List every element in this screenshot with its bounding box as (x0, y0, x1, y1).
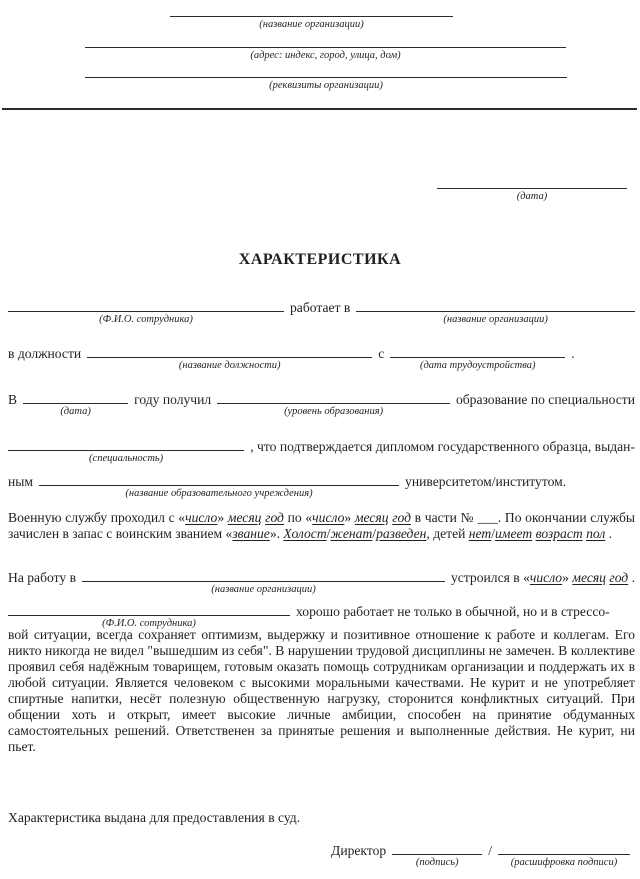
military-placeholder: возраст (535, 526, 583, 541)
position-blank (87, 357, 372, 371)
qualities-row (8, 604, 635, 629)
qualities-paragraph: вой ситуации, всегда сохраняет оптимизм, выдержку и позитивное отношение к работе и коллегам. Его никто никогда не видел "вышедшим из себя". В нарушении трудовой дисциплины не замечен. В коллективе проявил себя надёжным товарищем, готовым оказать помощь сотрудникам организации и поддержать их в любой ситуации. Является человеком с высокими моральными качествами. Не курит и не употребляет спиртные напитки, несёт полезную общественную нагрузку, сторонится конфликтных ситуаций. При общении хоть и открыт, имеет высокие личные амбиции, способен на принятие обдуманных самостоятельных решений. Ответственен за принятые решения и выполненные действия. Не курит, ни пьет. (8, 627, 635, 754)
military-placeholder: число (312, 510, 345, 525)
university-tail-text: университетом/институтом. (405, 474, 567, 489)
education-in-text: В (8, 392, 18, 407)
specialty-tail-text: , что подтверждается дипломом государственного образца, выдан- (250, 439, 635, 454)
military-text: » (217, 510, 228, 525)
employment-date-phrase (451, 570, 635, 585)
intro-org-label: (название организации) (443, 314, 548, 325)
org-name-label: (название организации) (259, 19, 364, 30)
director-text: Директор (331, 843, 387, 858)
military-placeholder: месяц (354, 510, 389, 525)
military-text: . (605, 526, 613, 541)
org-address-label: (адрес: индекс, город, улица, дом) (250, 50, 401, 61)
education-year-label: (дата) (60, 406, 91, 417)
military-service-paragraph (8, 510, 635, 542)
org-requisites-label: (реквизиты организации) (269, 80, 383, 91)
signature-separator: / (488, 843, 492, 858)
employee-name-label: (Ф.И.О. сотрудника) (99, 314, 193, 325)
military-text: » (344, 510, 355, 525)
employment-placeholder: число (529, 570, 563, 585)
employment-placeholder: год (609, 570, 629, 585)
works-at-text: работает в (290, 300, 351, 315)
since-text: с (378, 346, 385, 361)
military-text: / (326, 526, 331, 541)
military-placeholder: Холост (283, 526, 327, 541)
employment-org-blank (82, 581, 445, 595)
institution-blank (39, 485, 399, 499)
employment-placeholder: месяц (572, 570, 606, 585)
military-placeholder: разведен (376, 526, 427, 541)
position-prefix-text: в должности (8, 346, 82, 361)
hire-date-label: (дата трудоустройства) (420, 360, 536, 371)
qualities-name-label: (Ф.И.О. сотрудника) (102, 618, 196, 629)
intro-row (8, 300, 635, 325)
qualities-name-blank (8, 615, 290, 629)
military-text: в части № ___. По окончании службы зачислен в запас с воинским званием « (8, 510, 636, 541)
employment-text: . (628, 570, 635, 585)
military-placeholder: нет (468, 526, 492, 541)
date-label: (дата) (516, 191, 548, 202)
employment-text: » (562, 570, 573, 585)
qualities-lead-text: хорошо работает не только в обычной, но и в стрессо- (296, 604, 610, 619)
education-row (8, 392, 635, 417)
military-placeholder: год (392, 510, 412, 525)
education-year-blank (23, 403, 128, 417)
signature-row (8, 843, 630, 868)
specialty-row (8, 439, 635, 464)
military-text: / (491, 526, 495, 541)
employment-org-label: (название организации) (211, 584, 316, 595)
military-text: ». (269, 526, 284, 541)
position-row (8, 346, 635, 371)
signature-name-label: (расшифровка подписи) (510, 857, 618, 868)
military-text: по « (283, 510, 313, 525)
institution-label: (название образовательного учреждения) (125, 488, 313, 499)
employment-text: устроился в « (450, 570, 530, 585)
military-text: Военную службу проходил с « (8, 510, 186, 525)
military-text: , детей (426, 526, 469, 541)
education-level-blank (217, 403, 450, 417)
signature-blank (392, 854, 482, 868)
date-blank (437, 188, 627, 202)
purpose-line: Характеристика выдана для предоставления в суд. (8, 809, 301, 825)
employment-prefix-text: На работу в (8, 570, 76, 585)
education-tail-text: образование по специальности (455, 392, 635, 407)
signature-label: (подпись) (415, 857, 459, 868)
military-text: / (372, 526, 377, 541)
military-placeholder: имеет (495, 526, 533, 541)
org-address-blank (85, 47, 566, 61)
university-row (8, 474, 635, 499)
position-period-text: . (571, 346, 575, 361)
education-received-text: году получил (134, 392, 212, 407)
intro-org-blank (356, 311, 635, 325)
specialty-label: (специальность) (89, 453, 164, 464)
employee-name-blank (8, 311, 284, 325)
header-divider (2, 108, 637, 110)
education-level-label: (уровень образования) (284, 406, 384, 417)
military-placeholder: женат (330, 526, 373, 541)
hire-date-blank (390, 357, 565, 371)
document-body (8, 300, 635, 755)
military-placeholder: пол (586, 526, 606, 541)
position-label: (название должности) (178, 360, 281, 371)
signature-name-blank (498, 854, 630, 868)
university-prefix-text: ным (8, 474, 34, 489)
document-title: ХАРАКТЕРИСТИКА (238, 251, 402, 268)
military-placeholder: год (265, 510, 284, 525)
org-requisites-blank (85, 77, 567, 91)
military-placeholder: число (185, 510, 218, 525)
specialty-blank (8, 450, 244, 464)
military-placeholder: звание (232, 526, 270, 541)
employment-row (8, 570, 635, 595)
military-placeholder: месяц (227, 510, 262, 525)
org-name-blank (170, 16, 453, 30)
